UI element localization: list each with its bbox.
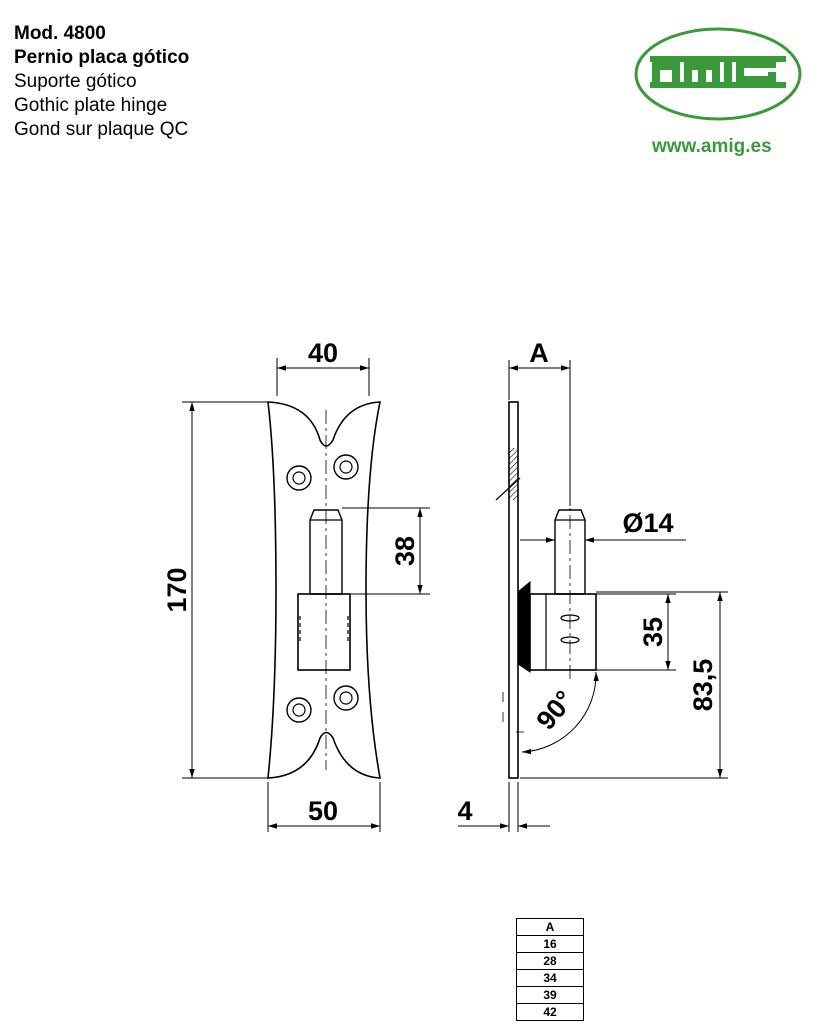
- table-row: 42: [517, 1004, 584, 1021]
- dim-angle: 90°: [530, 684, 580, 736]
- dim-diameter: Ø14: [622, 508, 674, 538]
- table-row: 28: [517, 953, 584, 970]
- product-name-es: Pernio placa gótico: [14, 47, 190, 68]
- product-name-pt: Suporte gótico: [14, 71, 137, 92]
- front-view: [268, 402, 380, 778]
- table-row: 34: [517, 970, 584, 987]
- table-row: 39: [517, 987, 584, 1004]
- size-table: [516, 918, 584, 1021]
- front-dimensions: [182, 358, 430, 832]
- model-number: Mod. 4800: [14, 23, 106, 44]
- side-dimensions: [458, 360, 728, 832]
- dim-knuckle-height: 35: [638, 616, 668, 648]
- website-url: www.amig.es: [652, 136, 772, 157]
- product-name-en: Gothic plate hinge: [14, 95, 168, 116]
- dim-total-height: 83,5: [688, 658, 718, 712]
- dim-top-width: 40: [307, 338, 339, 368]
- dim-height: 170: [162, 567, 192, 613]
- dim-pin-length: 38: [390, 535, 420, 567]
- table-header: A: [517, 919, 584, 936]
- dim-bottom-width: 50: [307, 796, 339, 826]
- table-row: 16: [517, 936, 584, 953]
- dim-offset: A: [529, 338, 549, 368]
- product-name-fr: Gond sur plaque QC: [14, 119, 189, 140]
- dim-thickness: 4: [457, 796, 473, 826]
